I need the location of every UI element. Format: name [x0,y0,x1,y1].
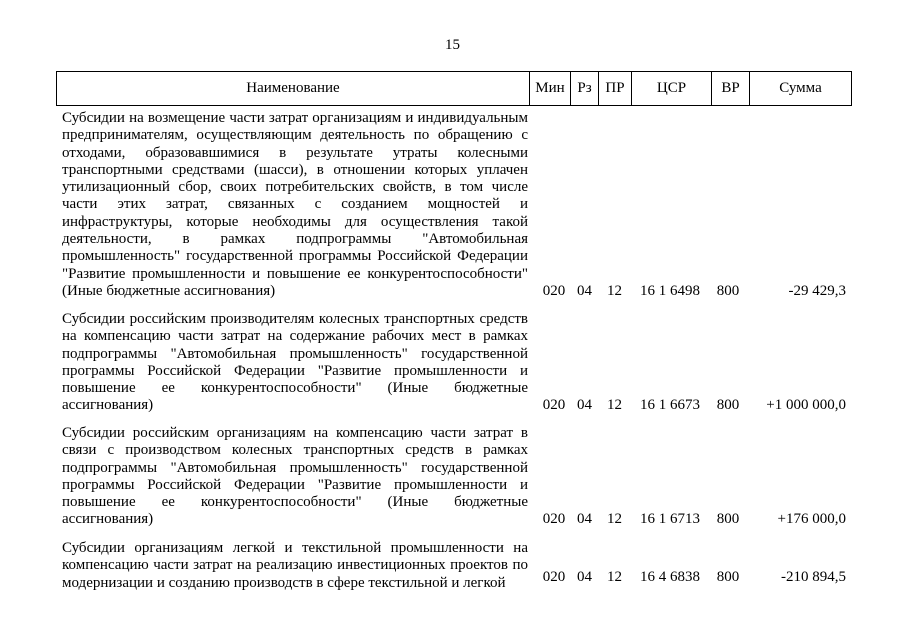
row-vr: 800 [716,569,740,585]
row-pr: 12 [607,569,622,585]
header-sum: Сумма [749,72,851,105]
row-pr: 12 [607,397,622,413]
row-rz: 04 [577,283,592,299]
row-rz: 04 [577,511,592,527]
table-header [56,71,852,106]
header-name: Наименование [246,80,340,96]
row-sum: -29 429,3 [788,283,846,299]
row-sum: +176 000,0 [777,511,846,527]
row-sum: +1 000 000,0 [766,397,846,413]
row-csr: 16 1 6498 [640,283,700,299]
row-pr: 12 [607,511,622,527]
row-description: Субсидии российским организациям на компенсацию части затрат в связи с производством колесных транспортных средств в рамках подпрограммы "Автомобильная промышленность" государственной программы Российской Федерации "Развитие промышленности и повышение ее конкурентоспособности" (Иные бюджетные ассигнования) [62,425,528,528]
row-min: 020 [542,283,566,299]
header-csr: ЦСР [631,72,711,105]
row-description: Субсидии российским производителям колесных транспортных средств на компенсацию части затрат на содержание рабочих мест в рамках подпрограммы "Автомобильная промышленность" государственной программы Российской Федерации "Развитие промышленности и повышение ее конкурентоспособности" (Иные бюджетные ассигнования) [62,311,528,414]
row-csr: 16 4 6838 [640,569,700,585]
page-number: 15 [445,37,460,53]
header-rz: Рз [570,72,598,105]
row-pr: 12 [607,283,622,299]
row-min: 020 [542,511,566,527]
row-min: 020 [542,569,566,585]
row-rz: 04 [577,397,592,413]
row-rz: 04 [577,569,592,585]
row-csr: 16 1 6673 [640,397,700,413]
row-description: Субсидии на возмещение части затрат организациям и индивидуальным предпринимателям, осуществляющим деятельность по обращению с отходами, образовавшимися в результате утраты колесными транспортными средствами (шасси), в отношении которых уплачен утилизационный сбор, своих потребительских свойств, в том числе части этих затрат, связанных с созданием мощностей и инфраструктуры, которые необходимы для осуществления такой деятельности, в рамках подпрограммы "Автомобильная промышленность" государственной программы Российской Федерации "Развитие промышленности и повышение ее конкурентоспособности" (Иные бюджетные ассигнования) [62,110,528,299]
row-vr: 800 [716,283,740,299]
row-vr: 800 [716,511,740,527]
header-pr: ПР [598,72,631,105]
header-vr: ВР [711,72,749,105]
row-description: Субсидии организациям легкой и текстильной промышленности на компенсацию части затрат на реализацию инвестиционных проектов по модернизации и созданию производств в сфере текстильной и легкой [62,540,528,591]
row-min: 020 [542,397,566,413]
row-sum: -210 894,5 [781,569,846,585]
row-csr: 16 1 6713 [640,511,700,527]
header-min: Мин [529,72,570,105]
row-vr: 800 [716,397,740,413]
